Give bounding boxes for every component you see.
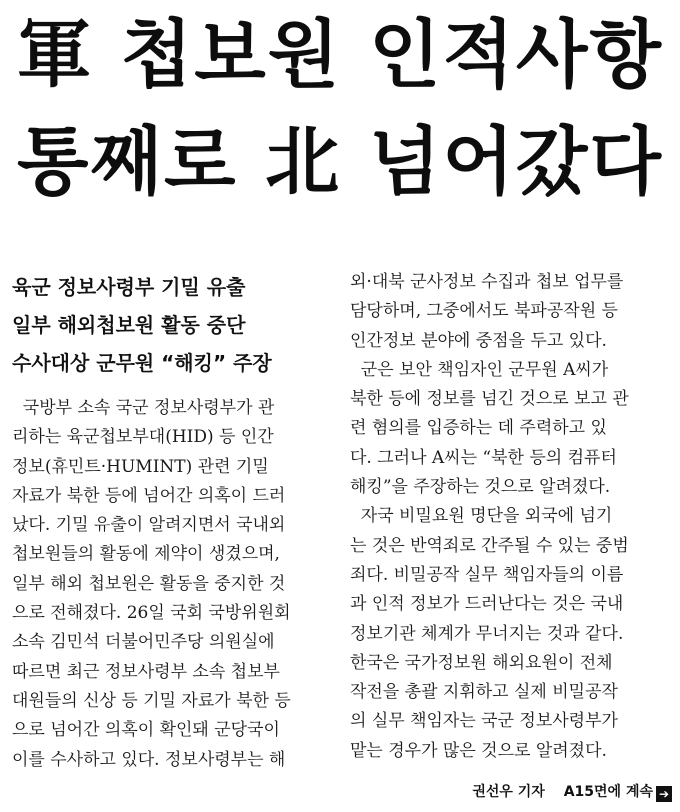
subheadline: 수사대상 군무원 “해킹” 주장 (12, 351, 272, 375)
body-line: 다. 그러나 A씨는 “북한 등의 컴퓨터 (350, 447, 617, 468)
body-line: 련 혐의를 입증하는 데 주력하고 있 (350, 418, 607, 439)
body-line: 인간정보 분야에 중점을 두고 있다. (350, 330, 607, 351)
body-line: 는 것은 반역죄로 간주될 수 있는 중범 (350, 535, 629, 556)
body-line: 일부 해외 첩보원은 활동을 중지한 것 (12, 573, 286, 594)
right-column (350, 268, 672, 766)
subheadline: 일부 해외첩보원 활동 중단 (12, 313, 246, 337)
body-line: 작전을 총괄 지휘하고 실제 비밀공작 (350, 682, 618, 703)
body-line: 자료가 북한 등에 넘어간 의혹이 드러 (12, 485, 286, 506)
body-line: 맡는 경우가 많은 것으로 알려졌다. (350, 740, 607, 761)
body-line: 대원들의 신상 등 기밀 자료가 북한 등 (12, 690, 291, 711)
body-line: 죄다. 비밀공작 실무 책임자들의 이름 (350, 564, 624, 585)
body-line: 북한 등에 정보를 넘긴 것으로 보고 관 (350, 389, 629, 410)
body-line: 정보(휴민트·HUMINT) 관련 기밀 (12, 456, 269, 477)
subheadline-block (12, 268, 334, 382)
body-line: 이를 수사하고 있다. 정보사령부는 해 (12, 749, 286, 770)
body-line: 해킹”을 주장하는 것으로 알려졌다. (350, 477, 611, 498)
body-line: 정보기관 체계가 무너지는 것과 같다. (350, 623, 624, 644)
continued-text: A15면에 계속 (563, 784, 653, 800)
body-line: 자국 비밀요원 명단을 외국에 넘기 (350, 506, 613, 527)
continued-link[interactable] (564, 784, 672, 800)
left-column (12, 268, 334, 775)
body-line: 으로 전해졌다. 26일 국회 국방위원회 (12, 603, 291, 624)
body-line: 첩보원들의 활동에 제약이 생겼으며, (12, 544, 280, 565)
body-line: 과 인적 정보가 드러난다는 것은 국내 (350, 594, 624, 615)
subheadline: 육군 정보사령부 기밀 유출 (12, 275, 246, 299)
body-line: 외·대북 군사정보 수집과 첩보 업무를 (350, 272, 624, 292)
body-line: 담당하며, 그중에서도 북파공작원 등 (350, 301, 618, 322)
body-line: 따르면 최근 정보사령부 소속 첩보부 (12, 661, 280, 682)
arrow-right-icon: ➔ (656, 786, 672, 802)
body-line: 소속 김민석 더불어민주당 의원실에 (12, 632, 275, 653)
headline-line-2: 통째로 北 넘어갔다 (17, 119, 663, 205)
article-body-right (350, 268, 672, 766)
byline (350, 780, 672, 804)
body-line: 의 실무 책임자는 국군 정보사령부가 (350, 711, 618, 732)
headline-line-1: 軍 첩보원 인적사항 (17, 12, 663, 98)
body-line: 군은 보안 책임자인 군무원 A씨가 (350, 359, 609, 380)
body-line: 났다. 기밀 유출이 알려지면서 국내외 (12, 515, 286, 536)
body-line: 국방부 소속 국군 정보사령부가 관 (12, 398, 275, 418)
reporter-name: 권선우 기자 (472, 784, 545, 800)
body-line: 한국은 국가정보원 해외요원이 전체 (350, 652, 613, 673)
body-line: 리하는 육군첩보부대(HID) 등 인간 (12, 427, 274, 448)
body-line: 으로 넘어간 의혹이 확인돼 군당국이 (12, 720, 280, 741)
article-body-left (12, 394, 334, 775)
